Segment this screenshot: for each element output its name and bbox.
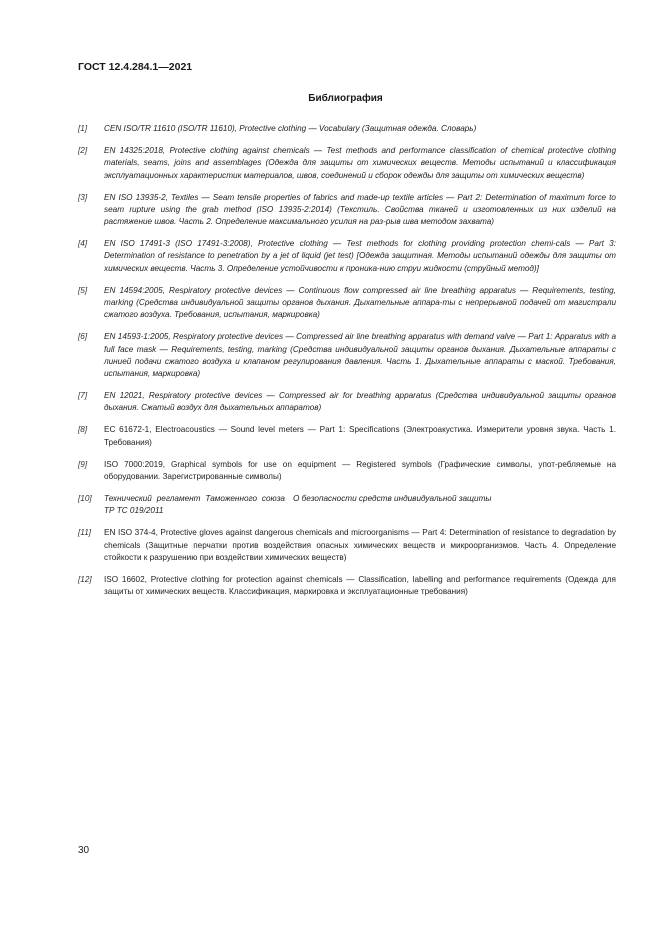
bibliography-entry xyxy=(78,574,616,599)
entry-number: [10] xyxy=(78,494,92,504)
entry-text: EN 14593-1:2005, Respiratory protective devices — Compressed air line breathing apparatus with demand valve — Part 1: Apparatus with a full face mask — Requirements, testing, marking (Средства индивидуальной защиты органов дыхания. Дыхательные аппараты с линией подачи сжатого воздуха и клапаном регулирования давления. Часть 1. Дыхательные аппараты с маской. Требования, испытания, маркировка) xyxy=(104,332,616,379)
regulation-name: Технический регламент Таможенного союза ТР ТС 019/2011 xyxy=(104,494,285,516)
bibliography-list xyxy=(78,123,616,608)
entry-text: ISO 16602, Protective clothing for protection against chemicals — Classification, labelling and performance requirements (Одежда для защиты от химических веществ. Классификация, маркировка и эксплуатационные требования) xyxy=(104,574,616,597)
entry-text: EN ISO 13935-2, Textiles — Seam tensile properties of fabrics and made-up textile articles — Part 2: Determination of maximum force to seam rupture using the grab method (ISO 13935-2:2014) (Текстиль. Свойства тканей и изготовленных из них изделий на растяжение швов. Часть 2. Определение максимального усилия на раз-рыв шва методом захвата) xyxy=(104,192,616,227)
bibliography-entry xyxy=(78,192,616,229)
bibliography-entry xyxy=(78,238,616,275)
entry-text: EC 61672-1, Electroacoustics — Sound level meters — Part 1: Specifications (Электроакустика. Измерители уровня звука. Часть 1. Требования) xyxy=(104,425,616,447)
entry-number: [11] xyxy=(78,528,92,538)
entry-text: EN 12021, Respiratory protective devices — Compressed air for breathing apparatus (Средства индивидуальной защиты органов дыхания. Сжатый воздух для дыхательных аппаратов) xyxy=(104,391,616,413)
entry-number: [9] xyxy=(78,459,88,469)
entry-text: CEN ISO/TR 11610 (ISO/TR 11610), Protective clothing — Vocabulary (Защитная одежда. Словарь) xyxy=(104,124,477,133)
entry-number: [8] xyxy=(78,425,88,435)
bibliography-entry xyxy=(78,493,616,518)
regulation-title: О безопасности средств индивидуальной защиты xyxy=(293,494,492,504)
bibliography-entry xyxy=(78,459,616,484)
document-code: ГОСТ 12.4.284.1—2021 xyxy=(78,61,193,73)
bibliography-entry xyxy=(78,390,616,415)
entry-number: [7] xyxy=(78,391,88,401)
entry-number: [1] xyxy=(78,124,88,133)
bibliography-entry xyxy=(78,331,616,380)
page-number: 30 xyxy=(78,845,90,856)
bibliography-entry xyxy=(78,527,616,564)
entry-number: [5] xyxy=(78,285,88,295)
entry-number: [3] xyxy=(78,192,88,202)
entry-text: EN ISO 374-4, Protective gloves against dangerous chemicals and microorganisms — Part 4: Determination of resistance to degradation by chemicals (Защитные перчатки против воздействия опасных химических веществ и микроорганизмов. Часть 4. Определение стойкости к разрушению при воздействии химических веществ) xyxy=(104,528,616,562)
entry-text: EN ISO 17491-3 (ISO 17491-3:2008), Protective clothing — Test methods for clothing providing protection chemi-cals — Part 3: Determination of resistance to penetration by a jet of liquid (jet test) [Одежда защитная. Методы испытаний одежды для защиты от химических веществ. Часть 3. Определение устойчивости к проника-нию струи жидкости (струйный метод)] xyxy=(104,239,616,273)
entry-text: ISO 7000:2019, Graphical symbols for use on equipment — Registered symbols (Графические символы, упот-ребляемые на оборудовании. Зарегистрированные символы) xyxy=(104,459,616,482)
entry-number: [2] xyxy=(78,145,88,155)
bibliography-entry xyxy=(78,123,616,135)
bibliography-entry xyxy=(78,285,616,322)
entry-text: EN 14594:2005, Respiratory protective devices — Continuous flow compressed air line breathing apparatus — Requirements, testing, marking (Средства индивидуальной защиты органов дыхания. Дыхательные аппара-ты с непрерывной подачей от магистрали сжатого воздуха. Требования, испытания, маркировка) xyxy=(104,285,616,320)
bibliography-entry xyxy=(78,424,616,449)
entry-number: [12] xyxy=(78,574,92,584)
entry-text: EN 14325:2018, Protective clothing against chemicals — Test methods and performance classification of chemical protective clothing materials, seams, joins and assemblages (Одежда для защиты от химических веществ. Методы испытаний и классификация эксплуатационных характеристик материалов, швов, соединений и сборок одежды для защиты от химических веществ) xyxy=(104,145,616,180)
entry-number: [6] xyxy=(78,332,88,342)
bibliography-title: Библиография xyxy=(308,93,383,104)
entry-number: [4] xyxy=(78,239,88,249)
entry-text xyxy=(104,493,616,518)
bibliography-entry xyxy=(78,145,616,182)
